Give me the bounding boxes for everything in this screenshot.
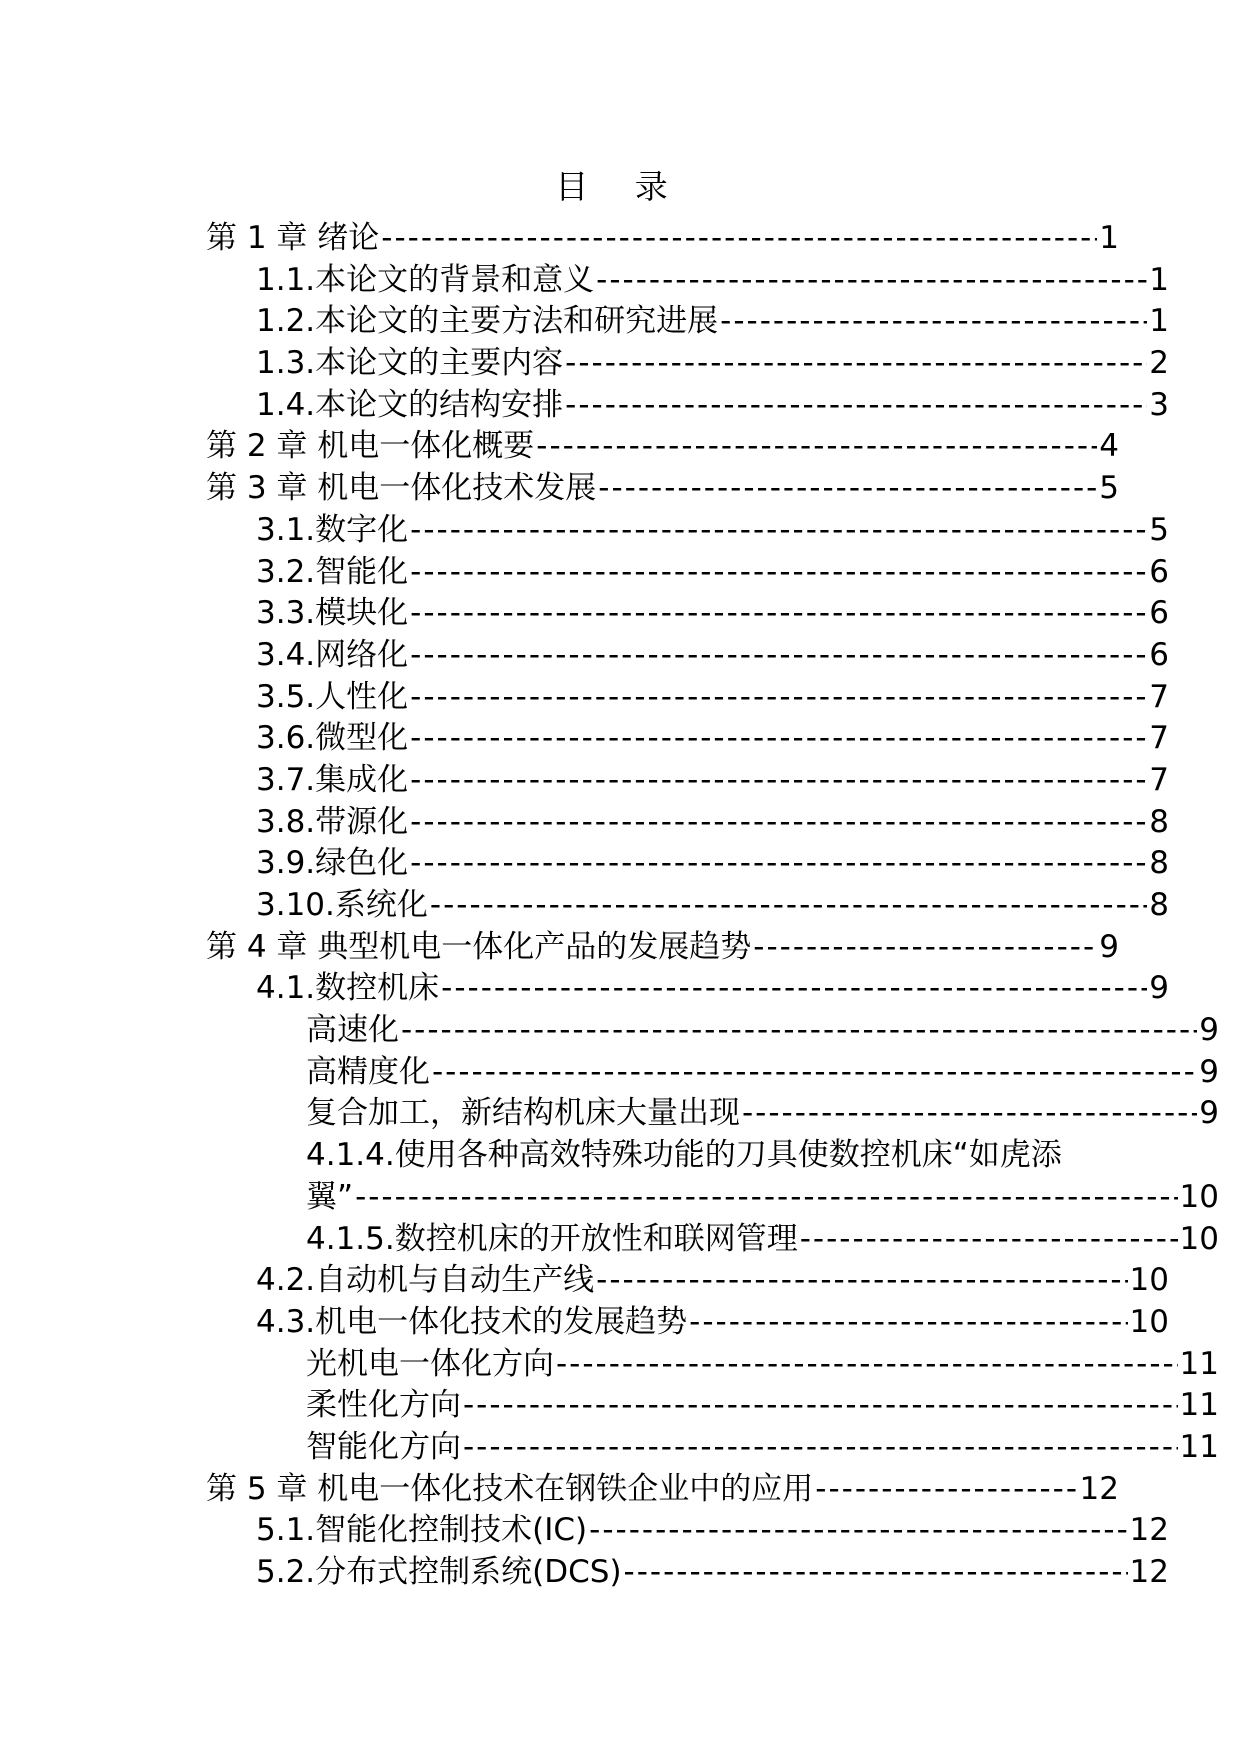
toc-leader-dashes: [720, 301, 1147, 343]
toc-page-number: 5: [1149, 511, 1169, 548]
toc-leader-dashes: [410, 677, 1147, 719]
toc-entry[interactable]: [206, 677, 1169, 719]
toc-entry[interactable]: [206, 885, 1169, 927]
toc-entry-label: 3.4.网络化: [256, 636, 409, 673]
toc-leader-dashes: [410, 760, 1147, 802]
toc-entry-label: 1.1.本论文的背景和意义: [256, 261, 595, 298]
toc-entry-label: 3.3.模块化: [256, 595, 409, 632]
toc-entry-label: 3.9.绿色化: [256, 845, 409, 882]
toc-leader-dashes: [565, 385, 1147, 427]
toc-page-number: 1: [1099, 220, 1119, 256]
toc-leader-dashes: [596, 260, 1147, 302]
toc-entry-label: 光机电一体化方向: [306, 1345, 554, 1382]
toc-entry-label: 4.1.4.使用各种高效特殊功能的刀具使数控机床“如虎添: [306, 1137, 1062, 1174]
toc-entry-label: 3.2.智能化: [256, 553, 409, 590]
toc-leader-dashes: [800, 1219, 1178, 1261]
toc-page-number: 12: [1129, 1512, 1169, 1549]
toc-entry[interactable]: [206, 1010, 1219, 1052]
toc-page-number: 6: [1149, 595, 1169, 632]
toc-entry-label: 3.5.人性化: [256, 678, 409, 715]
toc-title: 目 录: [555, 167, 686, 206]
toc-leader-dashes: [410, 593, 1147, 635]
toc-entry-label: 5.2.分布式控制系统(DCS): [256, 1554, 622, 1590]
toc-leader-dashes: [410, 718, 1147, 760]
toc-page-number: 7: [1149, 720, 1169, 757]
toc-leader-dashes: [742, 1093, 1197, 1135]
toc-entry[interactable]: [206, 1135, 1219, 1177]
toc-leader-dashes: [401, 1010, 1197, 1052]
toc-entry[interactable]: [206, 968, 1169, 1010]
toc-entry-label: 第 2 章 机电一体化概要: [206, 428, 535, 465]
toc-entry-label: 复合加工，新结构机床大量出现: [306, 1095, 740, 1132]
toc-entry-label: 智能化方向: [306, 1428, 461, 1465]
toc-entry-label: 柔性化方向: [306, 1387, 461, 1424]
toc-entry[interactable]: [206, 1177, 1219, 1219]
toc-entry-label: 4.2.自动机与自动生产线: [256, 1262, 595, 1299]
toc-page-number: 7: [1149, 678, 1169, 715]
toc-entry[interactable]: [206, 1469, 1119, 1511]
toc-entry-label: 第 3 章 机电一体化技术发展: [206, 470, 597, 507]
toc-entry-label: 1.2.本论文的主要方法和研究进展: [256, 303, 719, 340]
toc-page-number: 11: [1179, 1387, 1219, 1424]
toc-entry-label: 4.3.机电一体化技术的发展趋势: [256, 1303, 688, 1340]
toc-leader-dashes: [596, 1260, 1127, 1302]
toc-page-number: 8: [1149, 803, 1169, 840]
toc-entry[interactable]: [206, 802, 1169, 844]
toc-page-number: 8: [1149, 845, 1169, 882]
toc-page-number: 5: [1099, 470, 1119, 507]
toc-entry[interactable]: [206, 1260, 1169, 1302]
toc-page-number: 11: [1179, 1345, 1219, 1382]
toc-entry[interactable]: [206, 260, 1169, 302]
toc-leader-dashes: [432, 1052, 1197, 1094]
toc-leader-dashes: [410, 802, 1147, 844]
toc-page-number: 9: [1099, 928, 1119, 965]
toc-page-number: 12: [1129, 1554, 1169, 1590]
toc-leader-dashes: [463, 1427, 1178, 1469]
toc-entry[interactable]: [206, 927, 1119, 969]
toc-page-number: 8: [1149, 887, 1169, 923]
toc-entry[interactable]: [206, 385, 1169, 427]
toc-page-number: 4: [1099, 428, 1119, 465]
toc-leader-dashes: [410, 843, 1147, 885]
toc-entry[interactable]: [206, 1344, 1219, 1386]
toc-page-number: 10: [1179, 1220, 1219, 1257]
toc-entry[interactable]: [206, 1510, 1169, 1552]
toc-page-number: 9: [1199, 1053, 1219, 1090]
toc-entry-label: 3.10.系统化: [256, 887, 428, 923]
toc-page-number: 11: [1179, 1428, 1219, 1465]
toc-page-number: 12: [1079, 1470, 1119, 1507]
toc-entry[interactable]: [206, 343, 1169, 385]
toc-page-number: 6: [1149, 553, 1169, 590]
toc-entry-label: 5.1.智能化控制技术(IC): [256, 1512, 588, 1549]
toc-entry[interactable]: [206, 218, 1119, 260]
toc-page-number: 9: [1149, 970, 1169, 1007]
toc-leader-dashes: [381, 218, 1097, 260]
toc-entry-label: 3.1.数字化: [256, 511, 409, 548]
toc-page-number: 3: [1149, 386, 1169, 423]
toc-entry[interactable]: [206, 1552, 1169, 1594]
toc-leader-dashes: [441, 968, 1147, 1010]
toc-leader-dashes: [624, 1552, 1128, 1594]
toc-entry-label: 翼”: [306, 1178, 354, 1215]
toc-entry-label: 1.4.本论文的结构安排: [256, 386, 564, 423]
toc-page-number: 10: [1129, 1303, 1169, 1340]
toc-entry-label: 第 1 章 绪论: [206, 220, 380, 256]
toc-page-number: 1: [1149, 261, 1169, 298]
toc-entry[interactable]: [206, 843, 1169, 885]
toc-entry-label: 3.8.带源化: [256, 803, 409, 840]
toc-entry[interactable]: [206, 1052, 1219, 1094]
toc-leader-dashes: [410, 510, 1147, 552]
toc-page-number: 1: [1149, 303, 1169, 340]
toc-entry[interactable]: [206, 1385, 1219, 1427]
toc-leader-dashes: [598, 468, 1097, 510]
toc-entry-label: 第 5 章 机电一体化技术在钢铁企业中的应用: [206, 1470, 814, 1507]
toc-leader-dashes: [815, 1469, 1077, 1511]
toc-entry-label: 3.6.微型化: [256, 720, 409, 757]
toc-entry[interactable]: [206, 552, 1169, 594]
toc-entry[interactable]: [206, 1093, 1219, 1135]
toc-entry[interactable]: [206, 718, 1169, 760]
toc-page-number: 2: [1149, 345, 1169, 382]
toc-leader-dashes: [753, 927, 1097, 969]
toc-entry[interactable]: [206, 301, 1169, 343]
toc-entry-label: 4.1.数控机床: [256, 970, 440, 1007]
toc-leader-dashes: [536, 426, 1097, 468]
toc-leader-dashes: [589, 1510, 1127, 1552]
toc-page-number: 10: [1179, 1178, 1219, 1215]
toc-page-number: 9: [1199, 1012, 1219, 1049]
toc-leader-dashes: [430, 885, 1147, 927]
toc-leader-dashes: [565, 343, 1147, 385]
toc-page-number: 7: [1149, 761, 1169, 798]
toc-leader-dashes: [355, 1177, 1177, 1219]
toc-entry[interactable]: [206, 510, 1169, 552]
toc-page-number: 6: [1149, 636, 1169, 673]
toc-entry[interactable]: [206, 635, 1169, 677]
toc-entry-label: 第 4 章 典型机电一体化产品的发展趋势: [206, 928, 752, 965]
toc-leader-dashes: [463, 1385, 1178, 1427]
toc-entry-label: 1.3.本论文的主要内容: [256, 345, 564, 382]
toc-entry[interactable]: [206, 426, 1119, 468]
toc-leader-dashes: [689, 1302, 1127, 1344]
toc-entry[interactable]: [206, 1427, 1219, 1469]
toc-leader-dashes: [556, 1344, 1178, 1386]
toc-entry-label: 高精度化: [306, 1053, 430, 1090]
toc-entry[interactable]: [206, 1219, 1219, 1261]
toc-page-number: 10: [1129, 1262, 1169, 1299]
toc-entry[interactable]: [206, 593, 1169, 635]
toc-entry-label: 3.7.集成化: [256, 761, 409, 798]
toc-entry[interactable]: [206, 1302, 1169, 1344]
toc-leader-dashes: [410, 635, 1147, 677]
toc-entry-label: 高速化: [306, 1012, 399, 1049]
toc-entry-label: 4.1.5.数控机床的开放性和联网管理: [306, 1220, 798, 1257]
toc-entry[interactable]: [206, 760, 1169, 802]
toc-entry[interactable]: [206, 468, 1119, 510]
toc-page-number: 9: [1199, 1095, 1219, 1132]
toc-list: [206, 218, 1219, 1594]
toc-leader-dashes: [410, 552, 1147, 594]
